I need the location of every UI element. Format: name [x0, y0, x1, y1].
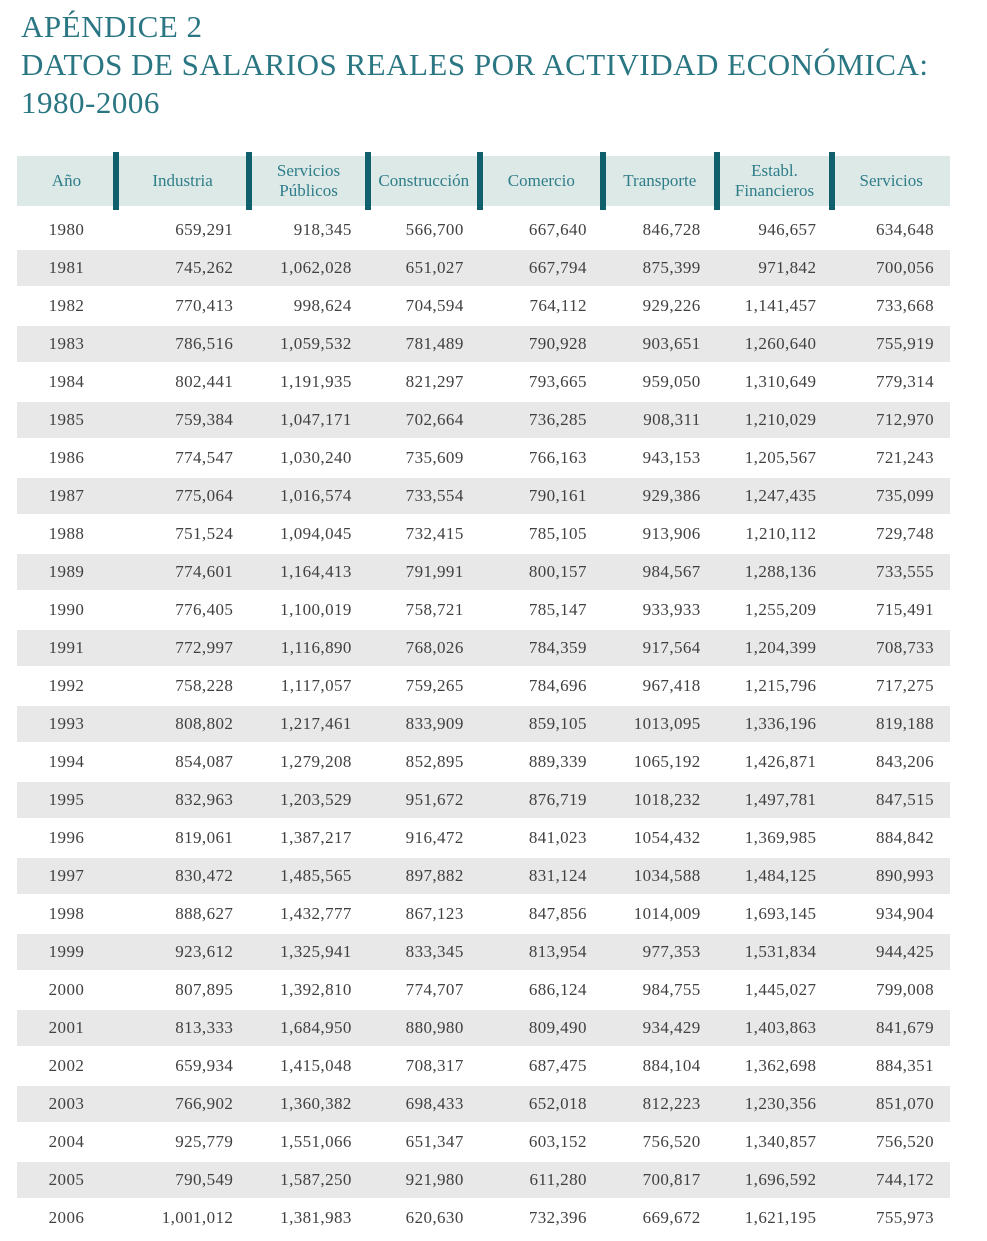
value-cell: 1,255,209 [717, 591, 833, 629]
value-cell: 1,310,649 [717, 363, 833, 401]
year-cell: 1986 [17, 439, 116, 477]
value-cell: 686,124 [480, 971, 603, 1009]
table-row [17, 553, 950, 591]
value-cell: 700,817 [603, 1161, 717, 1199]
table-body [17, 211, 950, 1237]
year-cell: 1983 [17, 325, 116, 363]
document-title: DATOS DE SALARIOS REALES POR ACTIVIDAD ECONÓMICA: [21, 47, 929, 82]
value-cell: 897,882 [368, 857, 480, 895]
value-cell: 1,164,413 [249, 553, 367, 591]
value-cell: 802,441 [116, 363, 249, 401]
value-cell: 785,105 [480, 515, 603, 553]
year-cell: 1999 [17, 933, 116, 971]
value-cell: 774,601 [116, 553, 249, 591]
value-cell: 715,491 [832, 591, 950, 629]
year-cell: 2005 [17, 1161, 116, 1199]
value-cell: 841,023 [480, 819, 603, 857]
column-header-label: Comercio [480, 156, 603, 206]
value-cell: 1,059,532 [249, 325, 367, 363]
value-cell: 1054,432 [603, 819, 717, 857]
value-cell: 1,288,136 [717, 553, 833, 591]
title-block [0, 0, 987, 122]
value-cell: 934,904 [832, 895, 950, 933]
table-row [17, 287, 950, 325]
value-cell: 764,112 [480, 287, 603, 325]
value-cell: 933,933 [603, 591, 717, 629]
column-header-label: Servicios [832, 156, 950, 206]
table-row [17, 629, 950, 667]
value-cell: 659,291 [116, 211, 249, 249]
value-cell: 913,906 [603, 515, 717, 553]
value-cell: 1,621,195 [717, 1199, 833, 1237]
value-cell: 813,333 [116, 1009, 249, 1047]
real-salaries-table [17, 152, 950, 1238]
value-cell: 735,099 [832, 477, 950, 515]
value-cell: 1,205,567 [717, 439, 833, 477]
value-cell: 1,117,057 [249, 667, 367, 705]
value-cell: 704,594 [368, 287, 480, 325]
value-cell: 659,934 [116, 1047, 249, 1085]
year-cell: 2004 [17, 1123, 116, 1161]
value-cell: 946,657 [717, 211, 833, 249]
value-cell: 1,247,435 [717, 477, 833, 515]
value-cell: 799,008 [832, 971, 950, 1009]
year-cell: 1996 [17, 819, 116, 857]
value-cell: 717,275 [832, 667, 950, 705]
value-cell: 687,475 [480, 1047, 603, 1085]
value-cell: 566,700 [368, 211, 480, 249]
table-row [17, 515, 950, 553]
year-cell: 1997 [17, 857, 116, 895]
value-cell: 756,520 [832, 1123, 950, 1161]
value-cell: 967,418 [603, 667, 717, 705]
value-cell: 859,105 [480, 705, 603, 743]
value-cell: 1,210,029 [717, 401, 833, 439]
value-cell: 1,210,112 [717, 515, 833, 553]
year-cell: 2002 [17, 1047, 116, 1085]
value-cell: 959,050 [603, 363, 717, 401]
value-cell: 847,856 [480, 895, 603, 933]
value-cell: 611,280 [480, 1161, 603, 1199]
value-cell: 934,429 [603, 1009, 717, 1047]
value-cell: 634,648 [832, 211, 950, 249]
value-cell: 669,672 [603, 1199, 717, 1237]
value-cell: 733,554 [368, 477, 480, 515]
value-cell: 776,405 [116, 591, 249, 629]
value-cell: 851,070 [832, 1085, 950, 1123]
year-cell: 2000 [17, 971, 116, 1009]
column-header-label: Transporte [603, 156, 717, 206]
value-cell: 779,314 [832, 363, 950, 401]
appendix-heading: APÉNDICE 2 [21, 9, 203, 44]
column-header [17, 152, 116, 211]
table-row [17, 743, 950, 781]
value-cell: 1,001,012 [116, 1199, 249, 1237]
table-header-row [17, 152, 950, 211]
column-header-label: Industria [116, 156, 249, 206]
value-cell: 944,425 [832, 933, 950, 971]
value-cell: 833,909 [368, 705, 480, 743]
value-cell: 1,062,028 [249, 249, 367, 287]
value-cell: 702,664 [368, 401, 480, 439]
date-range: 1980-2006 [21, 85, 160, 120]
value-cell: 998,624 [249, 287, 367, 325]
value-cell: 1013,095 [603, 705, 717, 743]
value-cell: 921,980 [368, 1161, 480, 1199]
value-cell: 1,485,565 [249, 857, 367, 895]
value-cell: 1,340,857 [717, 1123, 833, 1161]
year-cell: 1993 [17, 705, 116, 743]
value-cell: 712,970 [832, 401, 950, 439]
column-header [832, 152, 950, 211]
column-header [249, 152, 367, 211]
value-cell: 813,954 [480, 933, 603, 971]
value-cell: 729,748 [832, 515, 950, 553]
table-row [17, 1009, 950, 1047]
value-cell: 1,217,461 [249, 705, 367, 743]
column-header [368, 152, 480, 211]
year-cell: 1981 [17, 249, 116, 287]
value-cell: 875,399 [603, 249, 717, 287]
value-cell: 812,223 [603, 1085, 717, 1123]
value-cell: 830,472 [116, 857, 249, 895]
value-cell: 1,260,640 [717, 325, 833, 363]
table-row [17, 1085, 950, 1123]
value-cell: 852,895 [368, 743, 480, 781]
value-cell: 1,445,027 [717, 971, 833, 1009]
value-cell: 1014,009 [603, 895, 717, 933]
value-cell: 841,679 [832, 1009, 950, 1047]
column-header [116, 152, 249, 211]
value-cell: 745,262 [116, 249, 249, 287]
value-cell: 1,204,399 [717, 629, 833, 667]
value-cell: 1,387,217 [249, 819, 367, 857]
year-cell: 1994 [17, 743, 116, 781]
value-cell: 1,094,045 [249, 515, 367, 553]
value-cell: 929,386 [603, 477, 717, 515]
value-cell: 755,919 [832, 325, 950, 363]
value-cell: 1,325,941 [249, 933, 367, 971]
value-cell: 768,026 [368, 629, 480, 667]
value-cell: 786,516 [116, 325, 249, 363]
value-cell: 766,163 [480, 439, 603, 477]
column-header-label: Construcción [368, 156, 480, 206]
value-cell: 751,524 [116, 515, 249, 553]
value-cell: 781,489 [368, 325, 480, 363]
value-cell: 667,794 [480, 249, 603, 287]
table-row [17, 933, 950, 971]
year-cell: 1992 [17, 667, 116, 705]
value-cell: 756,520 [603, 1123, 717, 1161]
year-cell: 1980 [17, 211, 116, 249]
value-cell: 890,993 [832, 857, 950, 895]
year-cell: 1988 [17, 515, 116, 553]
value-cell: 774,547 [116, 439, 249, 477]
value-cell: 884,104 [603, 1047, 717, 1085]
value-cell: 1,191,935 [249, 363, 367, 401]
value-cell: 700,056 [832, 249, 950, 287]
table-row [17, 705, 950, 743]
value-cell: 733,668 [832, 287, 950, 325]
value-cell: 1,426,871 [717, 743, 833, 781]
value-cell: 1,484,125 [717, 857, 833, 895]
value-cell: 1,497,781 [717, 781, 833, 819]
value-cell: 1,415,048 [249, 1047, 367, 1085]
value-cell: 908,311 [603, 401, 717, 439]
year-cell: 1989 [17, 553, 116, 591]
table-row [17, 363, 950, 401]
value-cell: 876,719 [480, 781, 603, 819]
table-row [17, 895, 950, 933]
value-cell: 832,963 [116, 781, 249, 819]
value-cell: 708,317 [368, 1047, 480, 1085]
value-cell: 1,362,698 [717, 1047, 833, 1085]
value-cell: 943,153 [603, 439, 717, 477]
value-cell: 1,587,250 [249, 1161, 367, 1199]
column-header [717, 152, 833, 211]
value-cell: 1,230,356 [717, 1085, 833, 1123]
table-row [17, 401, 950, 439]
year-cell: 1987 [17, 477, 116, 515]
value-cell: 759,265 [368, 667, 480, 705]
value-cell: 884,351 [832, 1047, 950, 1085]
value-cell: 698,433 [368, 1085, 480, 1123]
year-cell: 1991 [17, 629, 116, 667]
value-cell: 1,403,863 [717, 1009, 833, 1047]
value-cell: 984,755 [603, 971, 717, 1009]
value-cell: 854,087 [116, 743, 249, 781]
value-cell: 735,609 [368, 439, 480, 477]
table-row [17, 249, 950, 287]
value-cell: 790,928 [480, 325, 603, 363]
table-row [17, 477, 950, 515]
value-cell: 971,842 [717, 249, 833, 287]
column-header-label: Establ. Financieros [717, 156, 833, 206]
year-cell: 2001 [17, 1009, 116, 1047]
value-cell: 620,630 [368, 1199, 480, 1237]
table-row [17, 439, 950, 477]
value-cell: 918,345 [249, 211, 367, 249]
value-cell: 755,973 [832, 1199, 950, 1237]
value-cell: 651,347 [368, 1123, 480, 1161]
value-cell: 758,228 [116, 667, 249, 705]
value-cell: 916,472 [368, 819, 480, 857]
value-cell: 732,396 [480, 1199, 603, 1237]
value-cell: 1,203,529 [249, 781, 367, 819]
value-cell: 923,612 [116, 933, 249, 971]
year-cell: 2006 [17, 1199, 116, 1237]
value-cell: 843,206 [832, 743, 950, 781]
value-cell: 951,672 [368, 781, 480, 819]
value-cell: 1,215,796 [717, 667, 833, 705]
value-cell: 977,353 [603, 933, 717, 971]
value-cell: 784,696 [480, 667, 603, 705]
value-cell: 808,802 [116, 705, 249, 743]
column-header [603, 152, 717, 211]
value-cell: 1,684,950 [249, 1009, 367, 1047]
value-cell: 759,384 [116, 401, 249, 439]
value-cell: 732,415 [368, 515, 480, 553]
year-cell: 1984 [17, 363, 116, 401]
value-cell: 651,027 [368, 249, 480, 287]
table-row [17, 325, 950, 363]
value-cell: 1,047,171 [249, 401, 367, 439]
value-cell: 888,627 [116, 895, 249, 933]
value-cell: 652,018 [480, 1085, 603, 1123]
value-cell: 1,141,457 [717, 287, 833, 325]
table-row [17, 781, 950, 819]
year-cell: 2003 [17, 1085, 116, 1123]
column-header [480, 152, 603, 211]
value-cell: 984,567 [603, 553, 717, 591]
value-cell: 785,147 [480, 591, 603, 629]
value-cell: 1,116,890 [249, 629, 367, 667]
value-cell: 667,640 [480, 211, 603, 249]
table-row [17, 971, 950, 1009]
value-cell: 793,665 [480, 363, 603, 401]
table-row [17, 591, 950, 629]
value-cell: 809,490 [480, 1009, 603, 1047]
value-cell: 1018,232 [603, 781, 717, 819]
value-cell: 772,997 [116, 629, 249, 667]
value-cell: 1,100,019 [249, 591, 367, 629]
value-cell: 1,696,592 [717, 1161, 833, 1199]
value-cell: 847,515 [832, 781, 950, 819]
value-cell: 819,061 [116, 819, 249, 857]
value-cell: 708,733 [832, 629, 950, 667]
column-header-label: Servicios Públicos [249, 156, 367, 206]
table-row [17, 1047, 950, 1085]
value-cell: 917,564 [603, 629, 717, 667]
value-cell: 790,161 [480, 477, 603, 515]
value-cell: 1,551,066 [249, 1123, 367, 1161]
value-cell: 807,895 [116, 971, 249, 1009]
value-cell: 774,707 [368, 971, 480, 1009]
value-cell: 846,728 [603, 211, 717, 249]
value-cell: 758,721 [368, 591, 480, 629]
value-cell: 800,157 [480, 553, 603, 591]
table-row [17, 857, 950, 895]
value-cell: 1,336,196 [717, 705, 833, 743]
value-cell: 929,226 [603, 287, 717, 325]
table-row [17, 211, 950, 249]
value-cell: 766,902 [116, 1085, 249, 1123]
value-cell: 733,555 [832, 553, 950, 591]
value-cell: 1,016,574 [249, 477, 367, 515]
year-cell: 1995 [17, 781, 116, 819]
value-cell: 889,339 [480, 743, 603, 781]
value-cell: 880,980 [368, 1009, 480, 1047]
value-cell: 1,030,240 [249, 439, 367, 477]
year-cell: 1998 [17, 895, 116, 933]
value-cell: 744,172 [832, 1161, 950, 1199]
value-cell: 1,381,983 [249, 1199, 367, 1237]
value-cell: 1,392,810 [249, 971, 367, 1009]
value-cell: 1,693,145 [717, 895, 833, 933]
value-cell: 1,531,834 [717, 933, 833, 971]
table-row [17, 667, 950, 705]
value-cell: 884,842 [832, 819, 950, 857]
value-cell: 903,651 [603, 325, 717, 363]
value-cell: 736,285 [480, 401, 603, 439]
value-cell: 775,064 [116, 477, 249, 515]
column-header-label: Año [17, 156, 116, 206]
value-cell: 819,188 [832, 705, 950, 743]
year-cell: 1985 [17, 401, 116, 439]
year-cell: 1990 [17, 591, 116, 629]
value-cell: 1,360,382 [249, 1085, 367, 1123]
value-cell: 784,359 [480, 629, 603, 667]
table-row [17, 819, 950, 857]
value-cell: 721,243 [832, 439, 950, 477]
value-cell: 925,779 [116, 1123, 249, 1161]
value-cell: 1,279,208 [249, 743, 367, 781]
value-cell: 833,345 [368, 933, 480, 971]
year-cell: 1982 [17, 287, 116, 325]
value-cell: 1065,192 [603, 743, 717, 781]
table-row [17, 1199, 950, 1237]
table-row [17, 1161, 950, 1199]
value-cell: 603,152 [480, 1123, 603, 1161]
value-cell: 867,123 [368, 895, 480, 933]
value-cell: 770,413 [116, 287, 249, 325]
value-cell: 821,297 [368, 363, 480, 401]
value-cell: 790,549 [116, 1161, 249, 1199]
value-cell: 1,369,985 [717, 819, 833, 857]
value-cell: 831,124 [480, 857, 603, 895]
value-cell: 1,432,777 [249, 895, 367, 933]
value-cell: 1034,588 [603, 857, 717, 895]
table-row [17, 1123, 950, 1161]
value-cell: 791,991 [368, 553, 480, 591]
